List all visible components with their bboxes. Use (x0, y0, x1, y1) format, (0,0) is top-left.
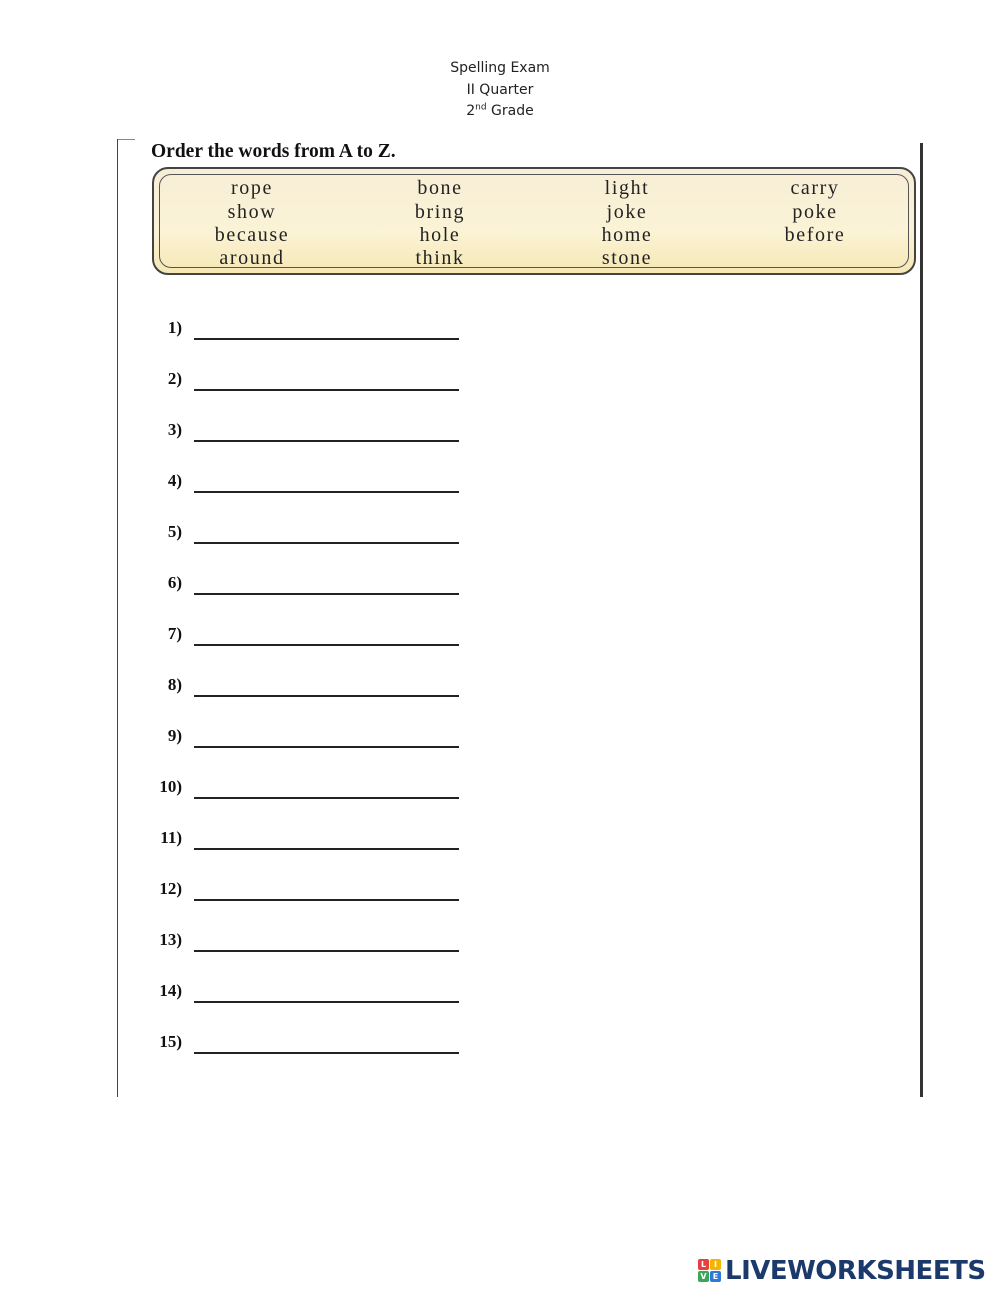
answer-line[interactable] (194, 389, 459, 391)
liveworksheets-logo-icon (698, 1259, 722, 1283)
answer-line[interactable] (194, 593, 459, 595)
word-bank-word: carry (790, 177, 840, 199)
word-bank (152, 167, 916, 275)
answer-line[interactable] (194, 440, 459, 442)
answer-line[interactable] (194, 491, 459, 493)
exam-title: Spelling Exam (450, 60, 550, 76)
word-bank-word: bone (417, 177, 463, 199)
answer-number: 3) (167, 420, 182, 439)
answer-line[interactable] (194, 338, 459, 340)
word-bank-word: home (601, 224, 653, 246)
answer-line[interactable] (194, 542, 459, 544)
liveworksheets-logo-text: LIVEWORKSHEETS (725, 1256, 986, 1286)
answer-line[interactable] (194, 899, 459, 901)
answer-number: 14) (159, 981, 182, 1000)
frame-top-edge (117, 139, 135, 140)
word-bank-word: bring (414, 201, 466, 223)
answer-number: 2) (167, 369, 182, 388)
word-bank-word: hole (419, 224, 461, 246)
answer-number: 5) (167, 522, 182, 541)
instruction-text: Order the words from A to Z. (151, 141, 396, 162)
answer-line[interactable] (194, 1001, 459, 1003)
word-bank-word: because (214, 224, 290, 246)
answer-line[interactable] (194, 1052, 459, 1054)
word-bank-word: poke (792, 201, 838, 223)
word-bank-word: rope (231, 177, 273, 199)
word-bank-word: stone (601, 247, 653, 269)
answer-number: 11) (160, 828, 182, 847)
grade-number: 2 (466, 103, 476, 119)
answer-line[interactable] (194, 797, 459, 799)
answer-line[interactable] (194, 644, 459, 646)
answer-number: 8) (167, 675, 182, 694)
answer-line[interactable] (194, 695, 459, 697)
answer-number: 4) (167, 471, 182, 490)
exam-grade (0, 101, 1000, 123)
answer-line[interactable] (194, 848, 459, 850)
frame-right-edge (920, 143, 923, 1097)
answer-number: 13) (159, 930, 182, 949)
word-bank-word: light (604, 177, 650, 199)
answer-line[interactable] (194, 950, 459, 952)
answer-number: 1) (167, 318, 182, 337)
answer-number: 9) (167, 726, 182, 745)
exam-quarter: II Quarter (466, 81, 534, 98)
logo-square-v: V (698, 1271, 709, 1282)
word-bank-word: think (415, 247, 465, 269)
liveworksheets-logo (698, 1256, 986, 1286)
logo-square-e: E (710, 1271, 721, 1282)
answer-number: 12) (159, 879, 182, 898)
answer-number: 15) (159, 1032, 182, 1051)
frame-left-edge (117, 139, 118, 1097)
answer-number: 10) (159, 777, 182, 796)
word-bank-word: joke (606, 201, 648, 223)
logo-square-l: L (698, 1259, 709, 1270)
exam-header (0, 58, 1000, 123)
logo-square-i: I (710, 1259, 721, 1270)
word-bank-word: before (784, 224, 846, 246)
grade-suffix: nd (475, 102, 487, 113)
answer-line[interactable] (194, 746, 459, 748)
answer-number: 6) (167, 573, 182, 592)
word-bank-word: around (219, 247, 285, 269)
answer-number: 7) (167, 624, 182, 643)
grade-word: Grade (491, 103, 534, 119)
word-bank-word: show (227, 201, 277, 223)
